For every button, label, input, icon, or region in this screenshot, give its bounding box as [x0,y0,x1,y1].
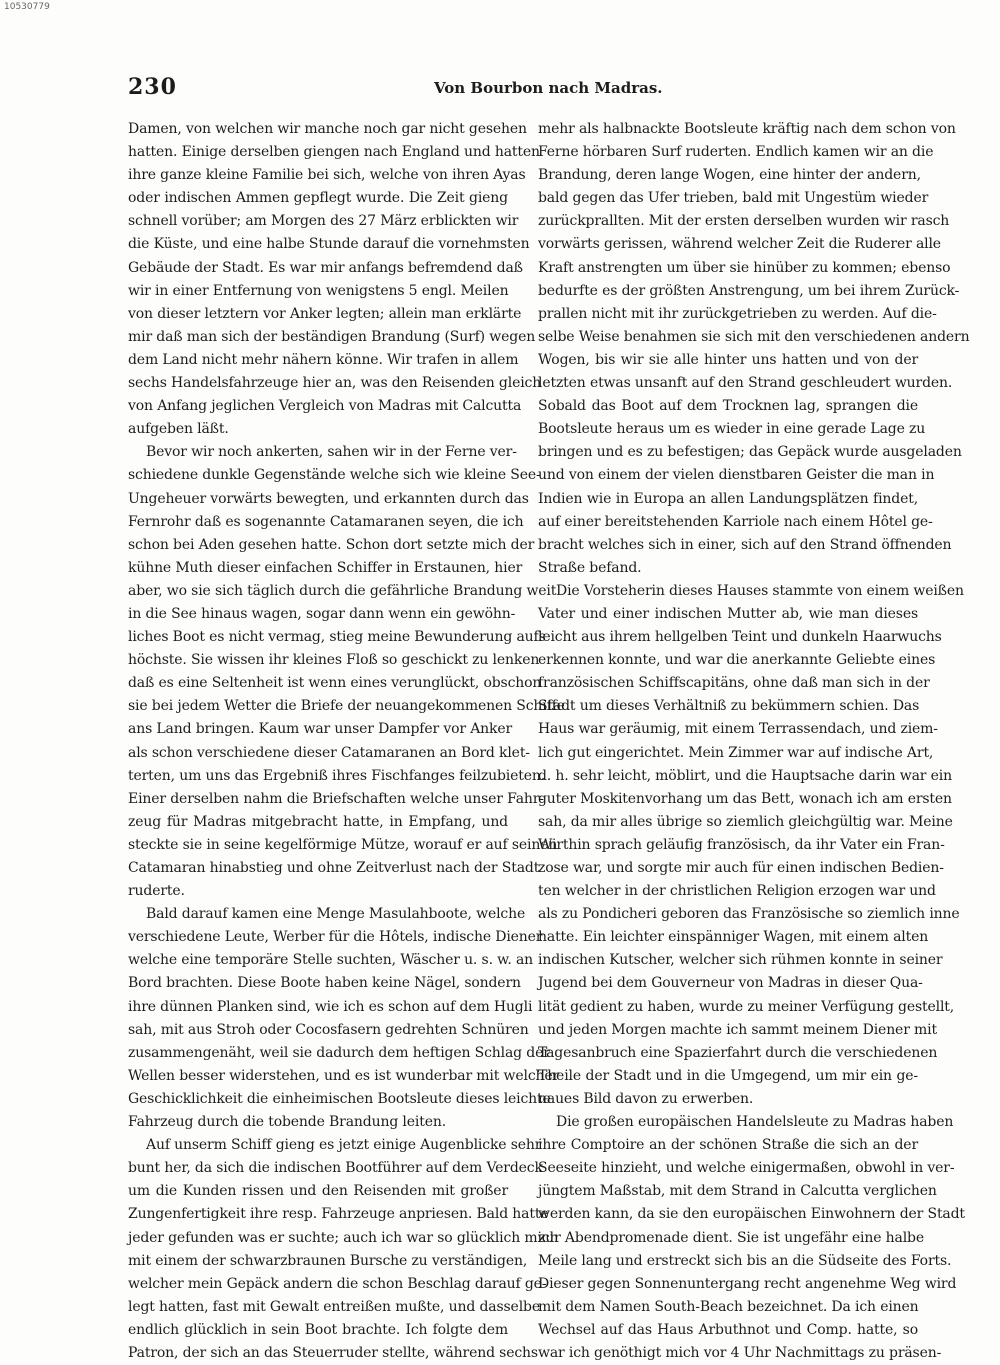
text-line: als zu Pondicheri geboren das Französische so ziemlich inne [538,906,960,923]
text-line: zurückprallten. Mit der ersten derselben wurden wir rasch [538,213,950,230]
page-number: 230 [128,74,177,100]
text-line: naues Bild davon zu erwerben. [538,1090,754,1107]
text-line: Sobald das Boot auf dem Trocknen lag, sprangen die [538,398,918,415]
text-line: bracht welches sich in einer, sich auf den Strand öffnenden [538,536,952,553]
text-line: kühne Muth dieser einfachen Schiffer in Erstaunen, hier [128,559,523,576]
text-line: Tagesanbruch eine Spazierfahrt durch die verschiedenen [538,1044,938,1061]
text-line: Wogen, bis wir sie alle hinter uns hatten und von der [538,351,918,368]
text-line: Brandung, deren lange Wogen, eine hinter der andern, [538,167,921,184]
text-line: vorwärts gerissen, während welcher Zeit die Ruderer alle [538,236,941,253]
text-line: Haus war geräumig, mit einem Terrassendach, und ziem- [538,721,938,738]
text-line: sah, da mir alles übrige so ziemlich gleichgültig war. Meine [538,813,953,830]
text-line: sechs Handelsfahrzeuge hier an, was den Reisenden gleich [128,375,542,392]
text-line: ans Land bringen. Kaum war unser Dampfer vor Anker [128,721,513,738]
text-line: lität gedient zu haben, wurde zu meiner Verfügung gestellt, [538,998,955,1015]
text-line: Fahrzeug durch die tobende Brandung leiten. [128,1114,446,1131]
text-line: schiedene dunkle Gegenstände welche sich wie kleine See- [128,467,541,484]
text-line: und jeden Morgen machte ich sammt meinem Diener mit [538,1021,937,1038]
text-line: als schon verschiedene dieser Catamaranen an Bord klet- [128,744,530,761]
text-line: verschiedene Leute, Werber für die Hôtels, indische Diener [128,929,543,946]
text-line: Straße befand. [538,559,642,576]
text-line: Kraft anstrengten um über sie hinüber zu kommen; ebenso [538,259,951,276]
text-line: Ferne hörbaren Surf ruderten. Endlich kamen wir an die [538,144,934,161]
text-line: bedurfte es der größten Anstrengung, um bei ihrem Zurück- [538,282,960,299]
text-line: terten, um uns das Ergebniß ihres Fischfanges feilzubieten. [128,767,546,784]
text-line: Patron, der sich an das Steuerruder stellte, während sechs [128,1344,538,1361]
text-line: Einer derselben nahm die Briefschaften welche unser Fahr- [128,790,544,807]
text-line: um die Kunden rissen und den Reisenden mit großer [128,1183,508,1200]
text-line: Auf unserm Schiff gieng es jetzt einige Augenblicke sehr [146,1137,542,1154]
text-line: höchste. Sie wissen ihr kleines Floß so geschickt zu lenken [128,652,540,669]
text-line: welche eine temporäre Stelle suchten, Wäscher u. s. w. an [128,952,534,969]
text-line: bald gegen das Ufer trieben, bald mit Ungestüm wieder [538,190,929,207]
text-line: die Küste, und eine halbe Stunde darauf die vornehmsten [128,236,530,253]
text-line: zusammengenäht, weil sie dadurch dem heftigen Schlag der [128,1044,550,1061]
text-line: jeder gefunden was er suchte; auch ich war so glücklich mich [128,1229,559,1246]
text-line: steckte sie in seine kegelförmige Mütze, worauf er auf seinen [128,836,558,853]
text-line: hatten. Einige derselben giengen nach England und hatten [128,144,540,161]
text-line: Wellen besser widerstehen, und es ist wunderbar mit welcher [128,1067,560,1084]
text-line: oder indischen Ammen gepflegt wurde. Die Zeit gieng [128,190,508,207]
text-line: Ungeheuer vorwärts bewegten, und erkannten durch das [128,490,529,507]
text-line: Bootsleute heraus um es wieder in eine gerade Lage zu [538,421,926,438]
text-line: endlich glücklich in sein Boot brachte. Ich folgte dem [128,1321,508,1338]
text-line: sah, mit aus Stroh oder Cocosfasern gedrehten Schnüren [128,1021,529,1038]
text-line: Meile lang und erstreckt sich bis an die Südseite des Forts. [538,1252,952,1269]
text-line: aufgeben läßt. [128,421,229,438]
text-line: hatte. Ein leichter einspänniger Wagen, mit einem alten [538,929,929,946]
text-line: prallen nicht mit ihr zurückgetrieben zu werden. Auf die- [538,305,937,322]
text-line: Wechsel auf das Haus Arbuthnot und Comp. hatte, so [538,1321,918,1338]
text-line: wir in einer Entfernung von wenigstens 5 engl. Meilen [128,282,509,299]
text-line: werden kann, da sie den europäischen Einwohnern der Stadt [538,1206,965,1223]
text-line: Jugend bei dem Gouverneur von Madras in dieser Qua- [538,975,923,992]
text-line: jüngtem Maßstab, mit dem Strand in Calcutta verglichen [538,1183,937,1200]
text-line: schnell vorüber; am Morgen des 27 März erblickten wir [128,213,519,230]
text-line: Die Vorsteherin dieses Hauses stammte von einem weißen [556,582,964,599]
text-line: ihre dünnen Planken sind, wie ich es schon auf dem Hugli [128,998,533,1015]
text-line: zose war, und sorgte mir auch für einen indischen Bedien- [538,860,944,876]
text-line: aber, wo sie sich täglich durch die gefährliche Brandung weit [128,582,557,599]
running-title: Von Bourbon nach Madras. [434,79,663,97]
text-line: bringen und es zu befestigen; das Gepäck wurde ausgeladen [538,444,962,461]
text-line: Indien wie in Europa an allen Landungsplätzen findet, [538,490,918,507]
text-line: Zungenfertigkeit ihre resp. Fahrzeuge anpriesen. Bald hatte [128,1206,549,1223]
text-line: liches Boot es nicht vermag, stieg meine Bewunderung aufs [128,629,546,646]
text-line: Bevor wir noch ankerten, sahen wir in der Ferne ver- [146,444,517,461]
text-line: französischen Schiffscapitäns, ohne daß man sich in der [538,675,930,692]
text-line: Geschicklichkeit die einheimischen Bootsleute dieses leichte [128,1090,551,1107]
text-line: leicht aus ihrem hellgelben Teint und dunkeln Haarwuchs [538,629,942,646]
text-line: welcher mein Gepäck andern die schon Beschlag darauf ge- [128,1275,547,1292]
text-line: Die großen europäischen Handelsleute zu Madras haben [556,1114,954,1131]
text-line: selbe Weise benahmen sie sich mit den verschiedenen andern [538,328,970,345]
text-line: Theile der Stadt und in die Umgegend, um mir ein ge- [538,1067,918,1084]
text-line: ruderte. [128,883,185,900]
text-line: zur Abendpromenade dient. Sie ist ungefähr eine halbe [538,1229,925,1246]
text-line: schon bei Aden gesehen hatte. Schon dort setzte mich der [128,536,535,553]
text-line: mehr als halbnackte Bootsleute kräftig nach dem schon von [538,121,956,137]
text-line: Bord brachten. Diese Boote haben keine Nägel, sondern [128,975,521,992]
text-line: Seeseite hinzieht, und welche einigermaßen, obwohl in ver- [538,1160,955,1177]
text-line: indischen Kutscher, welcher sich rühmen konnte in seiner [538,952,943,969]
text-line: bunt her, da sich die indischen Bootführer auf dem Verdeck [128,1160,543,1177]
text-line: Fernrohr daß es sogenannte Catamaranen seyen, die ich [128,513,524,530]
text-line: ihre Comptoire an der schönen Straße die sich an der [538,1137,918,1154]
text-line: legt hatten, fast mit Gewalt entreißen mußte, und dasselbe [128,1298,540,1315]
text-line: Damen, von welchen wir manche noch gar nicht gesehen [128,121,527,137]
text-line: ten welcher in der christlichen Religion erzogen war und [538,883,936,900]
scan-id-label: 10530779 [4,2,50,12]
text-line: letzten etwas unsanft auf den Strand geschleudert wurden. [538,375,953,392]
text-line: Bald darauf kamen eine Menge Masulahboote, welche [146,906,526,923]
text-column-right [538,118,970,1365]
text-line: Gebäude der Stadt. Es war mir anfangs befremdend daß [128,259,523,276]
text-line: Vater und einer indischen Mutter ab, wie man dieses [538,605,918,622]
text-line: guter Moskitenvorhang um das Bett, wonach ich am ersten [538,790,952,807]
text-line: von dieser letztern vor Anker legten; allein man erklärte [128,305,522,322]
text-line: lich gut eingerichtet. Mein Zimmer war auf indische Art, [538,744,934,761]
text-line: Wirthin sprach geläufig französisch, da ihr Vater ein Fran- [538,836,945,853]
text-line: sie bei jedem Wetter die Briefe der neuangekommenen Schiffe [128,698,565,715]
text-line: in die See hinaus wagen, sogar dann wenn ein gewöhn- [128,605,516,622]
text-column-left [128,118,565,1365]
text-line: ihre ganze kleine Familie bei sich, welche von ihren Ayas [128,167,526,184]
text-line: auf einer bereitstehenden Karriole nach einem Hôtel ge- [538,513,933,530]
text-line: zeug für Madras mitgebracht hatte, in Empfang, und [128,813,508,830]
text-line: war ich genöthigt mich vor 4 Uhr Nachmittags zu präsen- [538,1344,942,1361]
text-line: mit einem der schwarzbraunen Bursche zu verständigen, [128,1252,528,1269]
text-line: erkennen konnte, und war die anerkannte Geliebte eines [538,652,936,669]
text-line: und von einem der vielen dienstbaren Geister die man in [538,467,935,484]
text-line: daß es eine Seltenheit ist wenn eines verunglückt, obschon [128,675,542,692]
text-line: dem Land nicht mehr nähern könne. Wir trafen in allem [128,351,519,368]
text-line: mir daß man sich der beständigen Brandung (Surf) wegen [128,328,536,345]
text-line: Catamaran hinabstieg und ohne Zeitverlust nach der Stadt [128,860,540,876]
text-line: Dieser gegen Sonnenuntergang recht angenehme Weg wird [538,1275,957,1292]
text-line: d. h. sehr leicht, möblirt, und die Hauptsache darin war ein [538,767,952,784]
text-line: mit dem Namen South-Beach bezeichnet. Da ich einen [538,1298,919,1315]
text-line: Stadt um dieses Verhältniß zu bekümmern schien. Das [538,698,920,715]
text-line: von Anfang jeglichen Vergleich von Madras mit Calcutta [128,398,522,415]
